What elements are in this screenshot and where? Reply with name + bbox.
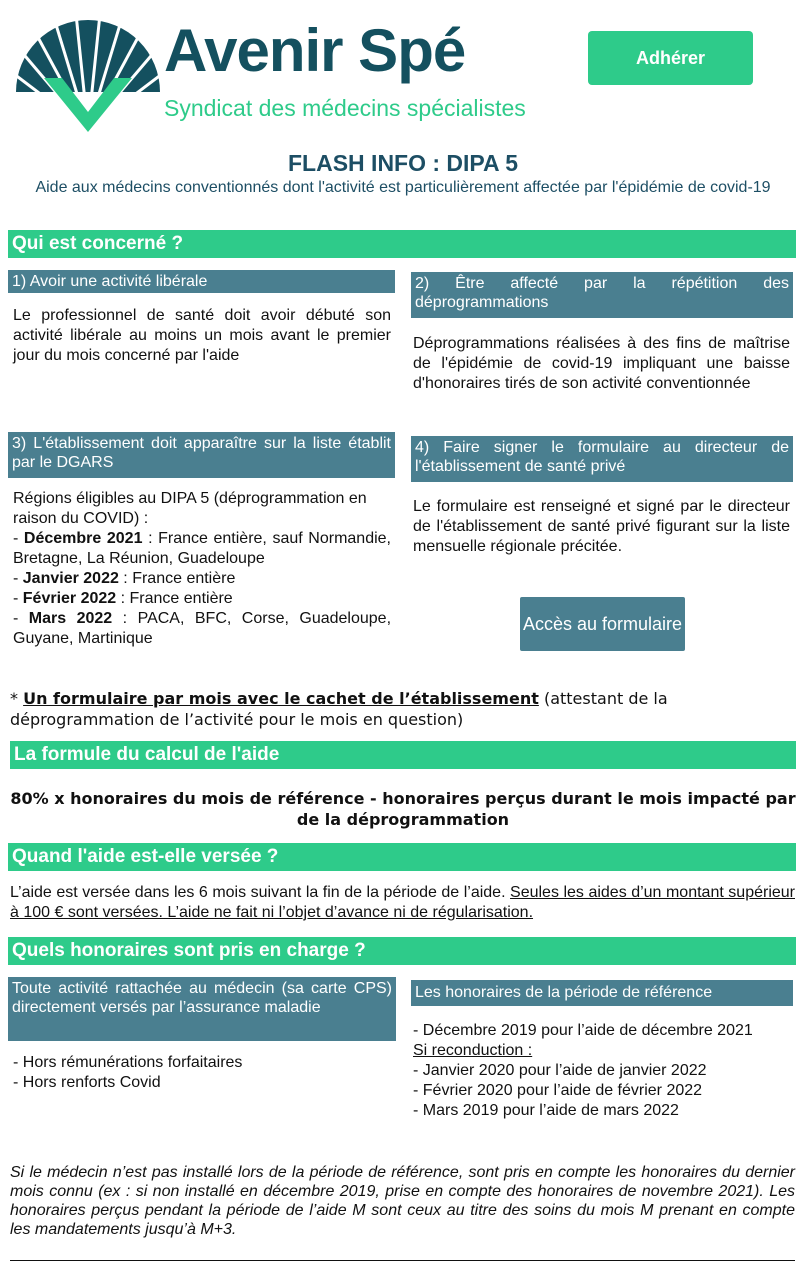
- section-heading-concerned: Qui est concerné ?: [8, 230, 796, 258]
- note-rest: (attestant de la déprogrammation de l’activité pour le mois en question): [10, 689, 668, 729]
- reconduction-label: Si reconduction :: [413, 1042, 533, 1059]
- fees-covered-heading: Toute activité rattachée au médecin (sa carte CPS) directement versés par l’assurance maladie: [8, 977, 396, 1041]
- list-item: - Janvier 2020 pour l’aide de janvier 2022: [413, 1062, 707, 1079]
- join-button[interactable]: Adhérer: [588, 31, 753, 85]
- aid-formula: 80% x honoraires du mois de référence - honoraires perçus durant le mois impacté par de la déprogrammation: [10, 789, 796, 829]
- reference-footnote: Si le médecin n’est pas installé lors de la période de référence, sont pris en compte les honoraires du dernier mois connu (ex : si non installé en décembre 2019, prise en compte des honoraires de novembre 2021). Les honoraires perçus pendant la période de l’aide M sont ceux au titre des soins du mois M prenant en compte les mandatements jusqu’à M+3.: [10, 1164, 795, 1238]
- list-item-month: Janvier 2022: [22, 570, 119, 587]
- page-title: FLASH INFO : DIPA 5: [288, 150, 518, 176]
- list-item: - Février 2020 pour l’aide de février 2022: [413, 1082, 703, 1099]
- list-item-month: Février 2022: [22, 590, 117, 607]
- list-item: - Mars 2019 pour l’aide de mars 2022: [413, 1102, 679, 1119]
- note-star: *: [10, 689, 24, 708]
- brand-tagline: Syndicat des médecins spécialistes: [164, 95, 526, 121]
- criterion-4-text: Le formulaire est renseigné et signé par le directeur de l'établissement de santé privé figurant sur la liste mensuelle régionale précitée.: [413, 498, 790, 555]
- list-item-month: Décembre 2021: [23, 530, 143, 547]
- section-heading-payment: Quand l'aide est-elle versée ?: [8, 843, 796, 871]
- list-item-regions: : France entière, sauf Normandie, Bretagne, La Réunion, Guadeloupe: [13, 530, 391, 567]
- list-item: - Mars 2022 : PACA, BFC, Corse, Guadeloupe, Guyane, Martinique: [13, 610, 392, 647]
- monthly-form-note: [10, 688, 790, 730]
- reference-first: - Décembre 2019 pour l’aide de décembre 2021: [413, 1022, 753, 1039]
- list-item: - Décembre 2021 : France entière, sauf Normandie, Bretagne, La Réunion, Guadeloupe: [13, 530, 391, 567]
- divider: [10, 1260, 795, 1261]
- payment-text-plain: L’aide est versée dans les 6 mois suivant la fin de la période de l’aide.: [10, 884, 511, 901]
- page-subtitle: Aide aux médecins conventionnés dont l'activité est particulièrement affectée par l'épidémie de covid-19: [35, 179, 771, 196]
- criterion-3-heading: 3) L'établissement doit apparaître sur la liste établit par le DGARS: [8, 432, 395, 478]
- criterion-3-body: [13, 489, 391, 649]
- list-item-month: Mars 2022: [28, 610, 113, 627]
- list-item: - Janvier 2022 : France entière: [13, 570, 236, 587]
- note-emphasis: Un formulaire par mois avec le cachet de l’établissement: [23, 689, 539, 708]
- eligible-regions-intro: Régions éligibles au DIPA 5 (déprogrammation en raison du COVID) :: [13, 490, 367, 527]
- list-item: - Février 2022 : France entière: [13, 590, 233, 607]
- list-item: - Hors rémunérations forfaitaires: [13, 1054, 243, 1071]
- criterion-1-heading: 1) Avoir une activité libérale: [8, 270, 395, 293]
- payment-text-underlined: Seules les aides d’un montant supérieur à 100 € sont versées. L’aide ne fait ni l’objet d’avance ni de régularisation.: [10, 884, 795, 921]
- sun-rays-logo-icon: [14, 14, 162, 134]
- payment-text: [10, 883, 795, 923]
- list-item-regions: : PACA, BFC, Corse, Guadeloupe, Guyane, Martinique: [13, 610, 392, 647]
- criterion-1-text: Le professionnel de santé doit avoir débuté son activité libérale au moins un mois avant le premier jour du mois concerné par l'aide: [13, 307, 391, 364]
- list-item-regions: : France entière: [116, 590, 233, 607]
- header: [0, 0, 806, 150]
- criterion-4-heading: 4) Faire signer le formulaire au directeur de l'établissement de santé privé: [411, 436, 793, 482]
- list-item-regions: : France entière: [118, 570, 236, 587]
- reference-period-body: [413, 1021, 790, 1121]
- criterion-2-heading: 2) Être affecté par la répétition des déprogrammations: [411, 272, 793, 318]
- criterion-2-text: Déprogrammations réalisées à des fins de maîtrise de l'épidémie de covid-19 impliquant une baisse d'honoraires tirés de son activité conventionnée: [413, 335, 790, 392]
- brand-name: Avenir Spé: [164, 17, 466, 84]
- list-item: - Hors renforts Covid: [13, 1074, 161, 1091]
- section-heading-formula: La formule du calcul de l'aide: [10, 741, 796, 769]
- fees-exclusions: [13, 1053, 391, 1093]
- section-heading-fees: Quels honoraires sont pris en charge ?: [8, 937, 796, 965]
- form-access-button[interactable]: Accès au formulaire: [520, 597, 685, 651]
- reference-period-heading: Les honoraires de la période de référence: [411, 980, 793, 1006]
